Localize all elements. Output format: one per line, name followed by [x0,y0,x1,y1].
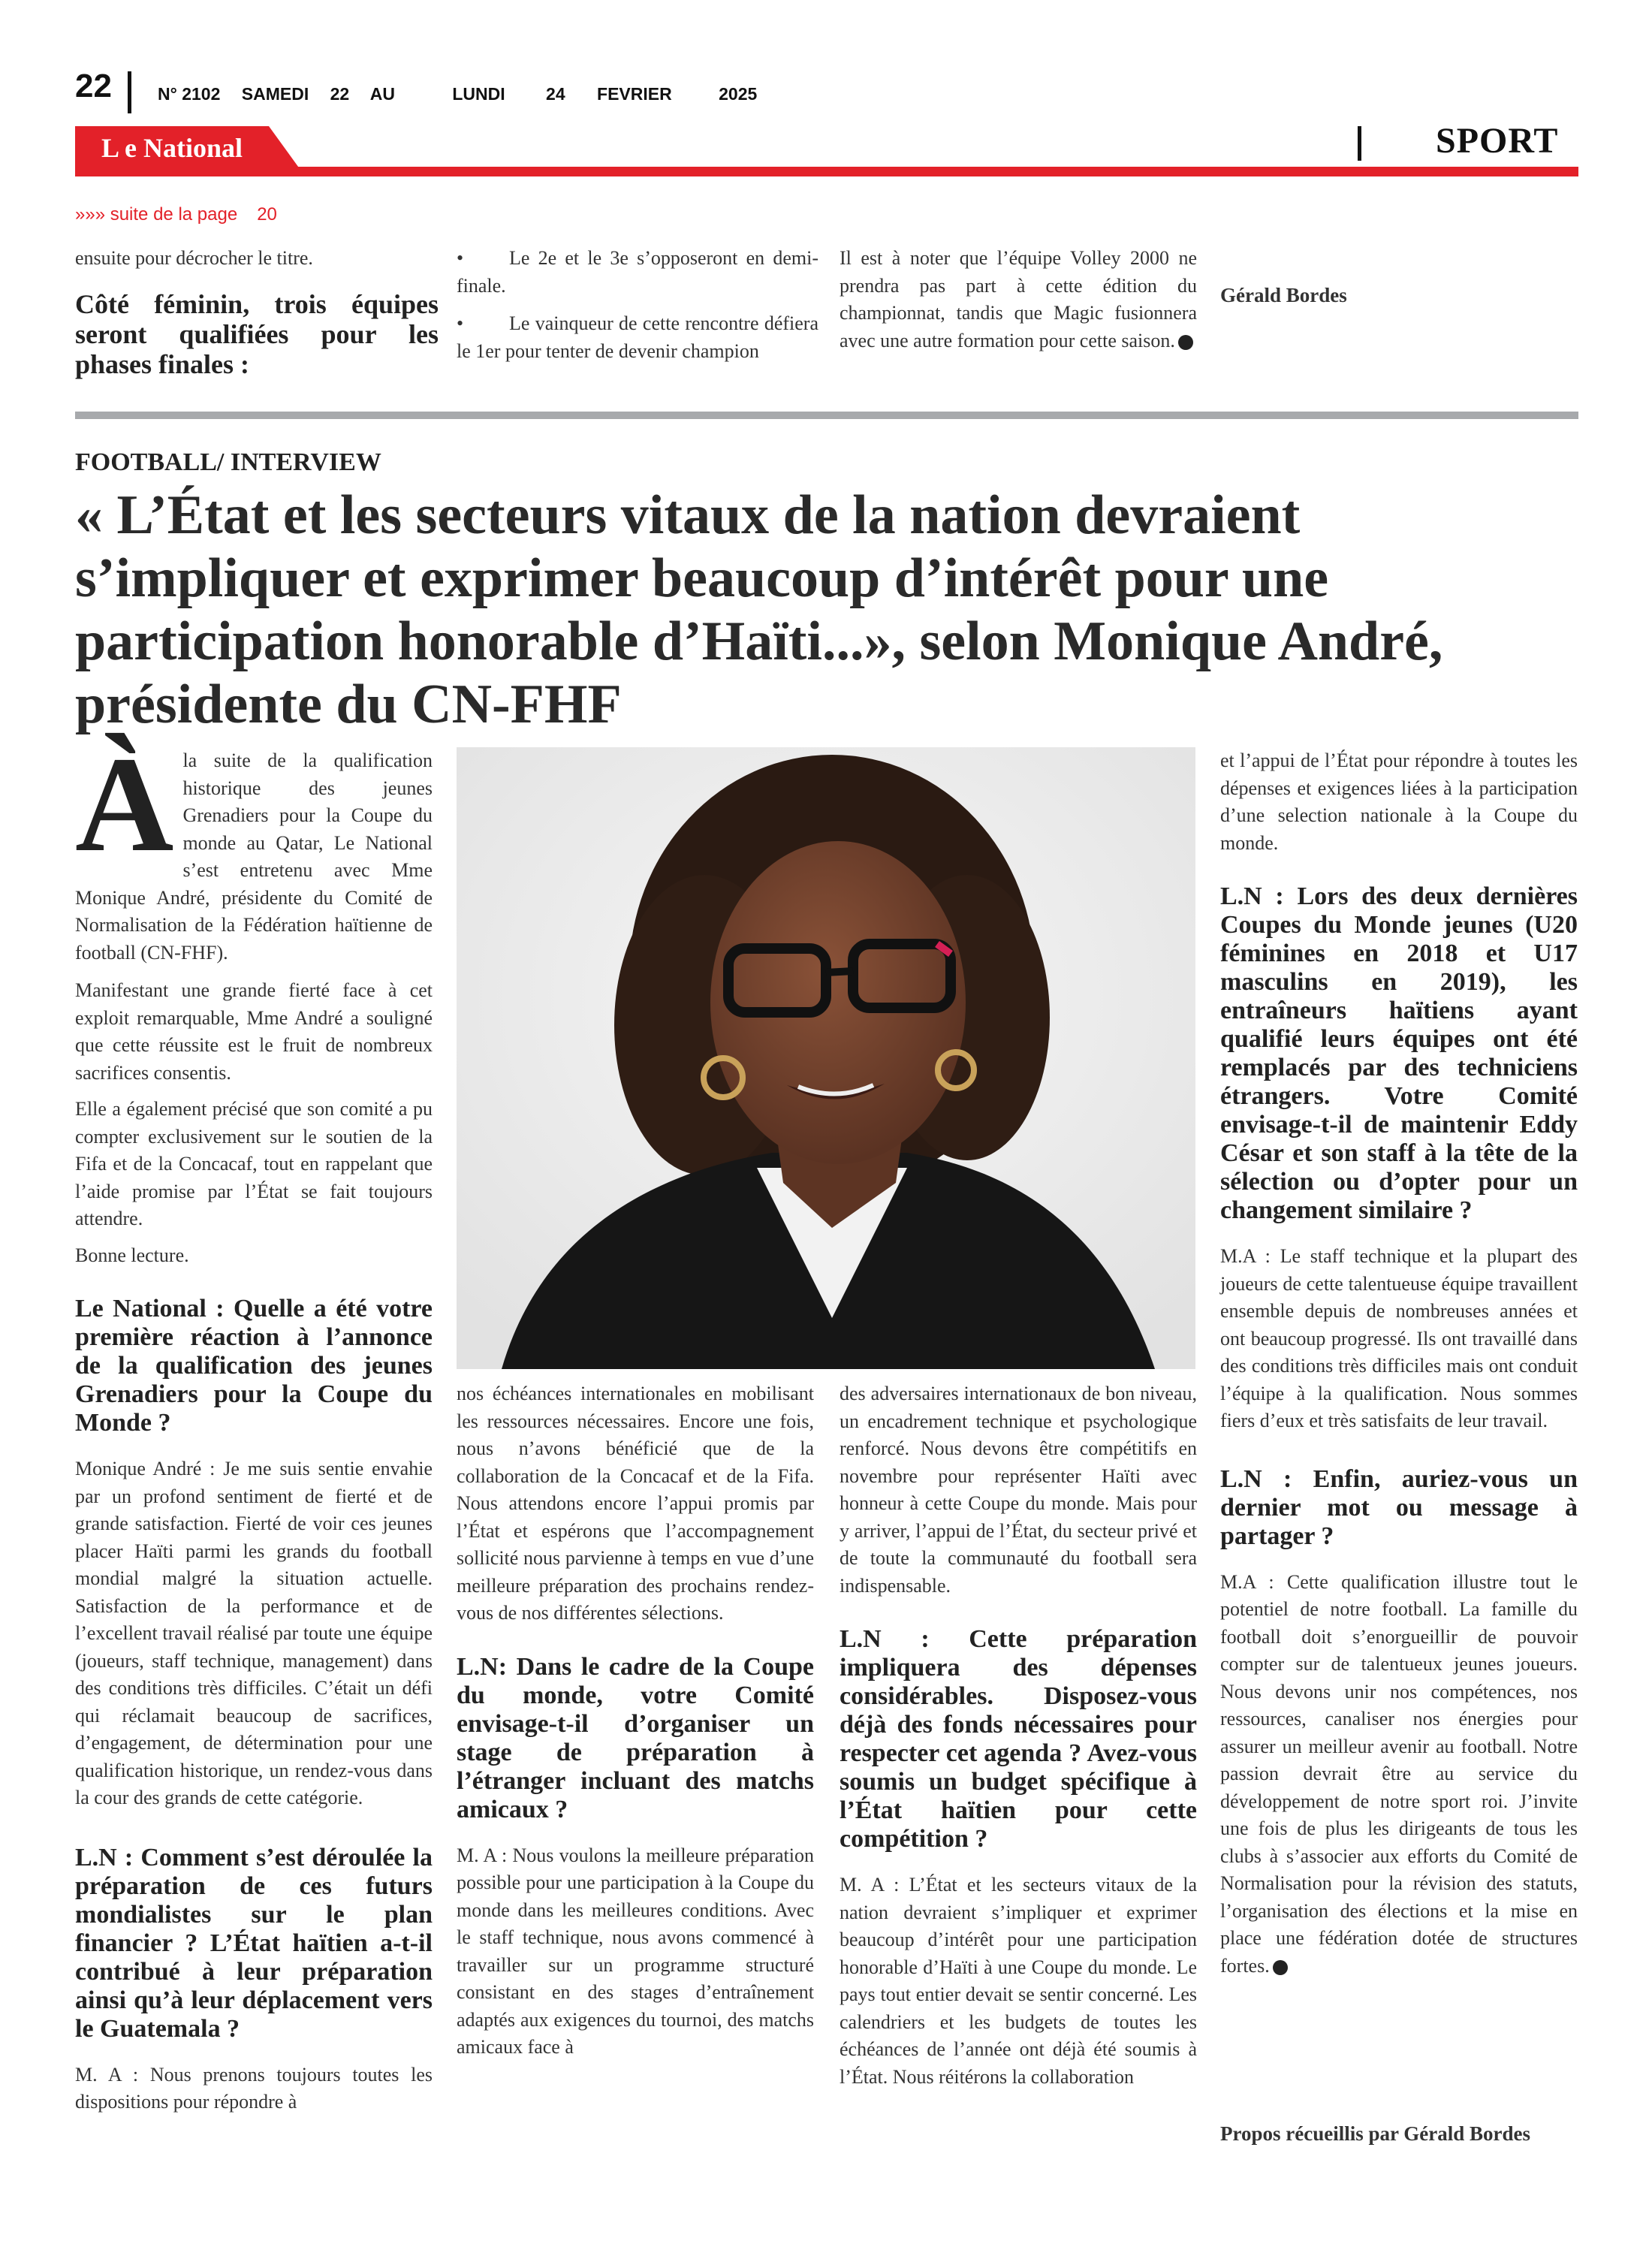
article-headline: « L’État et les secteurs vitaux de la nation devraient s’impliquer et exprimer beaucoup d’intérêt pour une participation honorable d’Haïti...», selon Monique André, présidente du CN-FHF [75,484,1443,735]
bullet-text: Le 2e et le 3e s’opposeront en demi-finale. [457,247,818,297]
continuation-label [75,204,277,225]
list-item [457,310,818,365]
question-heading: L.N : Cette préparation impliquera des dépenses considérables. Disposez-vous déjà des fonds nécessaires pour respecter cet agenda ? Avez-vous soumis un budget spécifique à l’État haïtien pour cette compétition ? [840,1625,1197,1853]
date-to: 24 [546,84,565,104]
continuation-col-2 [457,245,818,374]
answer-text: nos échéances internationales en mobilisant les ressources nécessaires. Encore une fois, nous n’avons bénéficié que de la collaboration de la Concacaf et de la Fifa. Nous attendons encore l’appui promis par l’État et espérons que l’accompagnement sollicité nous parvienne à temps en vue d’une meilleure préparation des prochains rendez-vous de nos différentes sélections. [457,1383,814,1624]
continuation-col-3 [840,245,1197,354]
section-divider [1358,126,1361,161]
header-red-rule [75,167,1578,176]
article-kicker: FOOTBALL/ INTERVIEW [75,448,381,476]
portrait-photo [457,747,1195,1369]
continuation-prefix: »»» suite de la page [75,204,238,225]
answer-text: des adversaires internationaux de bon niveau, un encadrement technique et psychologique renforcé. Nous devons être compétitifs en novembre pour représenter Haïti avec honneur à cette Coupe du monde. Mais pour y arriver, l’appui de l’État, du secteur privé et de toute la communauté du football sera indispensable. [840,1383,1197,1597]
year: 2025 [719,84,758,104]
intro-text: la suite de la qualification historique des jeunes Grenadiers pour la Coupe du monde au Qatar, Le National s’est entretenu avec Mme Monique André, présidente du Comité de Normalisation de la Fédération haïtienne de football (CN-FHF). [75,749,433,964]
answer-text: M. A : Nous prenons toujours toutes les dispositions pour répondre à [75,2063,433,2113]
paragraph: Elle a également précisé que son comité a pu compter exclusivement sur le soutien de la Fifa et de la Concacaf, tout en rappelant que l’aide promise par l’État se fait toujours attendre. [75,1098,433,1229]
bullet-icon: • [457,247,464,269]
month: FEVRIER [597,84,672,104]
article-col-2 [457,1380,814,2071]
answer-text: Monique André : Je me suis sentie envahie par un profond sentiment de fierté et de grande satisfaction. Fierté de voir ces jeunes placer Haïti parmi les grands du football mondial malgré la situation actuelle. Satisfaction de la performance et de l’excellent travail réalisé par toute une équipe (joueurs, staff technique, management) dans des conditions très difficiles. C’était un défi qui réclamait beaucoup de sacrifices, d’engagement, de détermination pour une qualification historique, un rendez-vous dans la cour des grands de cette catégorie. [75,1458,433,1808]
issue-dateline [158,84,773,104]
end-mark-icon [1273,1960,1288,1975]
header-divider [128,71,131,113]
answer-text: M. A : Nous voulons la meilleure préparation possible pour une participation à la Coupe du monde dans les meilleures conditions. Avec le staff technique, nous avons commencé à travailler sur un programme structuré consistant en des stages d’entraînement adaptés aux exigences du tournoi, des matchs amicaux face à [457,1844,814,2058]
list-item [457,245,818,300]
continuation-col-1 [75,245,439,379]
end-mark-icon [1178,335,1193,350]
bullet-icon: • [457,312,464,334]
question-heading: Le National : Quelle a été votre première réaction à l’annonce de la qualification des jeunes Grenadiers pour la Coupe du Monde ? [75,1295,433,1437]
question-heading: L.N : Lors des deux dernières Coupes du Monde jeunes (U20 féminines en 2018 et U17 masculins en 2019), les entraîneurs haïtiens ayant qualifié leurs équipes ont été remplacés par des techniciens étrangers. Votre Comité envisage-t-il de maintenir Eddy César et son staff à la tête de la sélection ou d’opter pour un changement similaire ? [1220,882,1578,1224]
question-heading: L.N : Enfin, auriez-vous un dernier mot ou message à partager ? [1220,1464,1578,1550]
date-au: AU [369,84,395,104]
section-separator [75,412,1578,419]
question-heading: L.N: Dans le cadre de la Coupe du monde, votre Comité envisage-t-il d’organiser un stage de préparation à l’étranger incluant des matchs amicaux ? [457,1652,814,1823]
page-number: 22 [75,68,112,104]
article-col-1 [75,729,433,2125]
question-heading: L.N : Comment s’est déroulée la préparation de ces futurs mondialistes sur le plan financier ? L’État haïtien a-t-il contribué à leur préparation ainsi qu’à leur déplacement vers le Guatemala ? [75,1843,433,2043]
issue-number: N° 2102 [158,84,221,104]
paragraph: Bonne lecture. [75,1244,189,1266]
answer-text: et l’appui de l’État pour répondre à toutes les dépenses et exigences liées à la participation d’une selection nationale à la Coupe du monde. [1220,749,1578,854]
continuation-subhead: Côté féminin, trois équipes seront qualifiées pour les phases finales : [75,288,439,379]
paragraph: Manifestant une grande fierté face à cet exploit remarquable, Mme André a souligné que cette réussite est le fruit de nombreux sacrifices consentis. [75,979,433,1084]
continuation-text: ensuite pour décrocher le titre. [75,247,313,269]
answer-text: M.A : Cette qualification illustre tout le potentiel de notre football. La famille du football doit s’enorgueillir de pouvoir compter sur de talentueux jeunes joueurs. Nous devons unir nos compétences, nos ressources, canaliser nos énergies pour assurer un meilleur avenir au football. Notre passion devrait être au service du développement de notre sport roi. J’invite une fois de plus les dirigeants de tous les clubs à s’associer aux efforts du Comité de Normalisation pour la révision des statuts, l’organisation des élections et la mise en place une fédération dotée de structures fortes. [1220,1570,1578,1977]
article-col-3 [840,1380,1197,2100]
article-col-4 [1220,747,1578,1989]
continuation-page: 20 [257,204,277,225]
answer-text: M. A : L’État et les secteurs vitaux de la nation devraient s’impliquer et exprimer beaucoup d’intérêt pour une participation honorable d’Haïti à une Coupe du monde. Le pays tout entier devait se sentir concerné. Les calendriers et les budgets de toutes les échéances de l’année ont déjà été soumis à l’État. Nous réitérons la collaboration [840,1874,1197,2088]
section-title: SPORT [1436,121,1559,161]
continuation-signature: Gérald Bordes [1220,284,1347,306]
answer-text: M.A : Le staff technique et la plupart des joueurs de cette talentueuse équipe travaillent ensemble depuis de nombreuses années et ont beaucoup progressé. Ils ont travaillé dans des conditions très difficiles mais ont conduit l’équipe à la qualification. Nous sommes fiers d’eux et très satisfaits de leur travail. [1220,1245,1578,1431]
bullet-text: Le vainqueur de cette rencontre défiera le 1er pour tenter de devenir champion [457,312,818,362]
day-from: SAMEDI [241,84,309,104]
day-to: LUNDI [452,84,505,104]
newspaper-logo: L e National [101,133,243,163]
date-from: 22 [330,84,350,104]
article-signoff: Propos récueillis par Gérald Bordes [1220,2122,1530,2145]
dropcap: À [75,729,174,880]
continuation-text: Il est à noter que l’équipe Volley 2000 ne prendra pas part à cette édition du championnat, tandis que Magic fusionnera avec une autre formation pour cette saison. [840,247,1197,351]
